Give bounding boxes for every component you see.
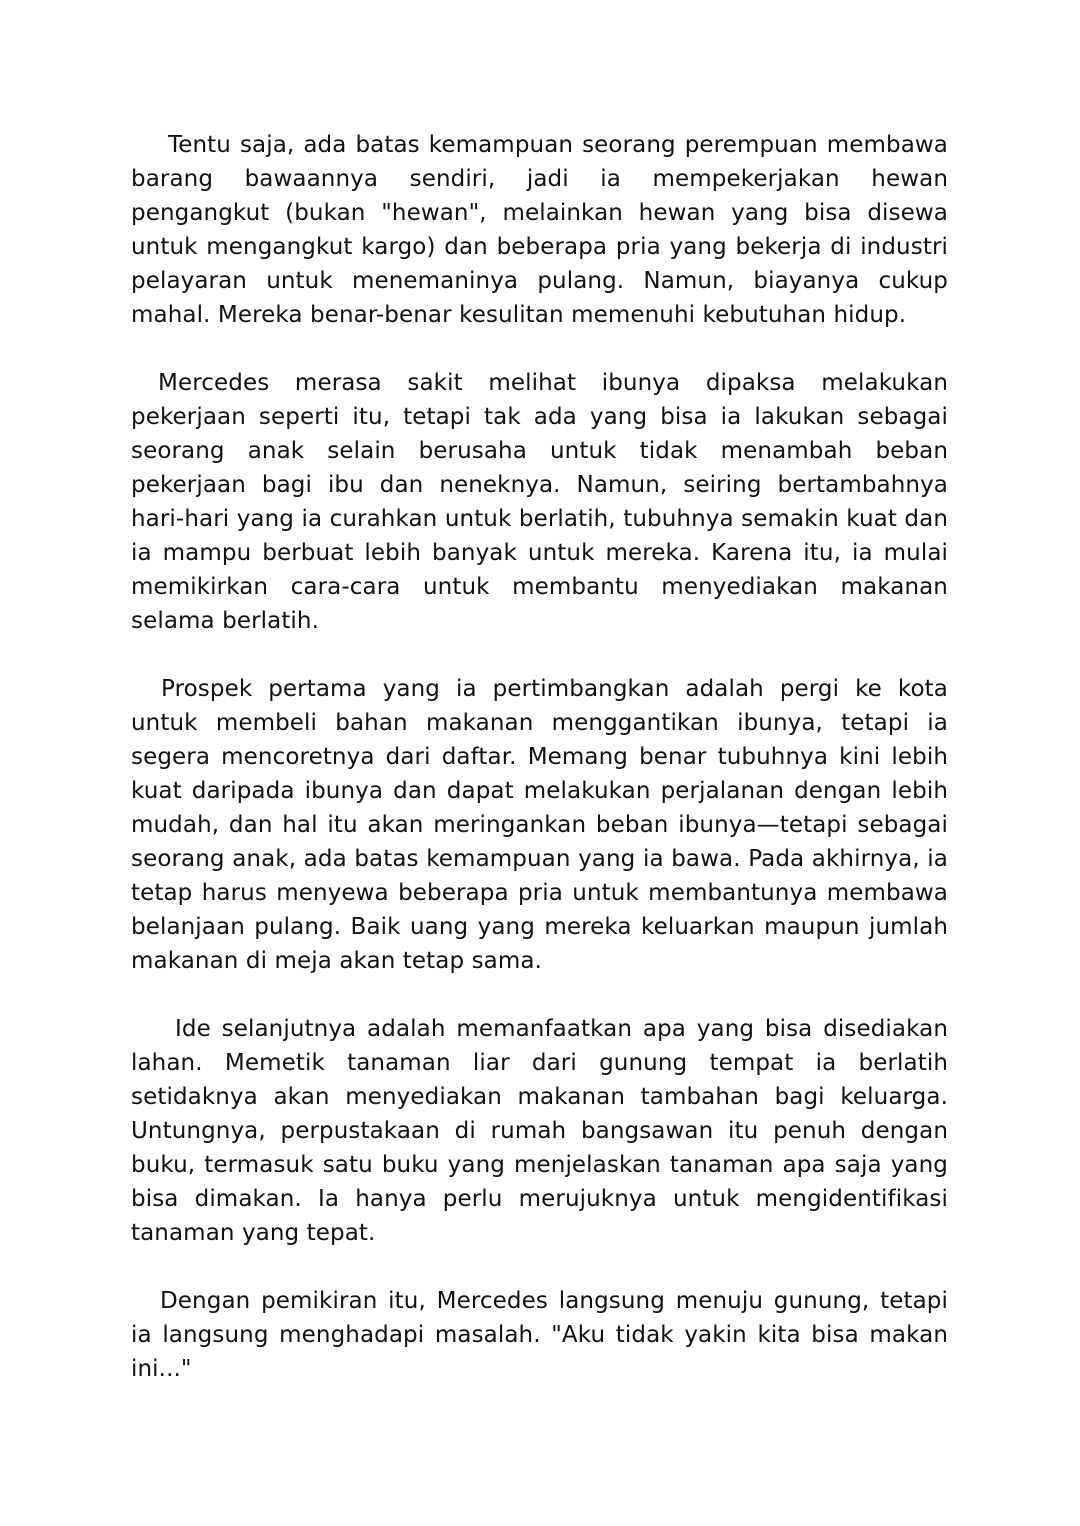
paragraph-2: Mercedes merasa sakit melihat ibunya dipaksa melakukan pekerjaan seperti itu, tetapi tak ada yang bisa ia lakukan sebagai seorang anak selain berusaha untuk tidak menambah beban pekerjaan bagi ibu dan neneknya. Namun, seiring bertambahnya hari-hari yang ia curahkan untuk berlatih, tubuhnya semakin kuat dan ia mampu berbuat lebih banyak untuk mereka. Karena itu, ia mulai memikirkan cara-cara untuk membantu menyediakan makanan selama berlatih. — [131, 370, 948, 634]
paragraph-4: Ide selanjutnya adalah memanfaatkan apa yang bisa disediakan lahan. Memetik tanaman liar dari gunung tempat ia berlatih setidaknya akan menyediakan makanan tambahan bagi keluarga. Untungnya, perpustakaan di rumah bangsawan itu penuh dengan buku, termasuk satu buku yang menjelaskan tanaman apa saja yang bisa dimakan. Ia hanya perlu merujuknya untuk mengidentifikasi tanaman yang tepat. — [131, 1016, 948, 1246]
story-text-body — [131, 128, 948, 1386]
paragraph-5: Dengan pemikiran itu, Mercedes langsung menuju gunung, tetapi ia langsung menghadapi masalah. "Aku tidak yakin kita bisa makan ini..." — [131, 1288, 948, 1382]
paragraph-1: Tentu saja, ada batas kemampuan seorang perempuan membawa barang bawaannya sendiri, jadi ia mempekerjakan hewan pengangkut (bukan "hewan", melainkan hewan yang bisa disewa untuk mengangkut kargo) dan beberapa pria yang bekerja di industri pelayaran untuk menemaninya pulang. Namun, biayanya cukup mahal. Mereka benar-benar kesulitan memenuhi kebutuhan hidup. — [131, 132, 948, 328]
paragraph-3: Prospek pertama yang ia pertimbangkan adalah pergi ke kota untuk membeli bahan makanan menggantikan ibunya, tetapi ia segera mencoretnya dari daftar. Memang benar tubuhnya kini lebih kuat daripada ibunya dan dapat melakukan perjalanan dengan lebih mudah, dan hal itu akan meringankan beban ibunya—tetapi sebagai seorang anak, ada batas kemampuan yang ia bawa. Pada akhirnya, ia tetap harus menyewa beberapa pria untuk membantunya membawa belanjaan pulang. Baik uang yang mereka keluarkan maupun jumlah makanan di meja akan tetap sama. — [131, 676, 948, 974]
